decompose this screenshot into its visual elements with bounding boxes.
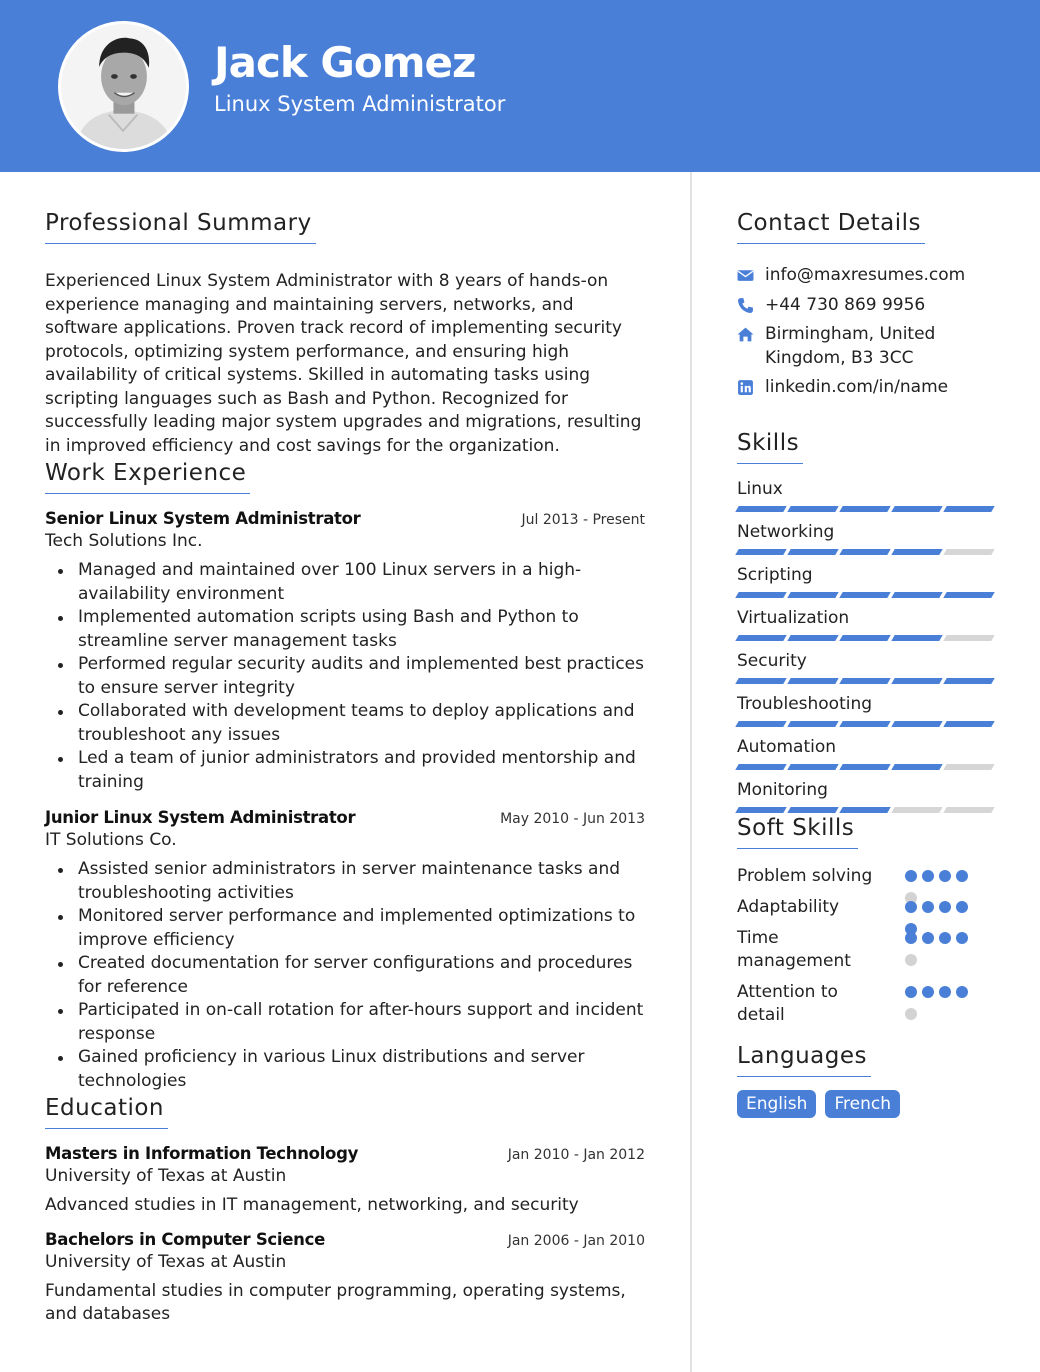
skill-level-segment	[943, 592, 994, 598]
job-company: Tech Solutions Inc.	[45, 531, 203, 551]
soft-skill-name: Time management	[737, 927, 851, 971]
header-banner	[0, 0, 1040, 172]
linkedin-icon	[737, 376, 765, 396]
list-item: Assisted senior administrators in server maintenance tasks and troubleshooting activities	[78, 858, 645, 905]
skill-level-segment	[735, 635, 786, 641]
level-dot	[905, 901, 917, 913]
skill-level-segment	[943, 678, 994, 684]
skill-level-segment	[787, 807, 838, 813]
skill-level-segment	[839, 549, 890, 555]
level-dot	[956, 901, 968, 913]
soft-skill-level-dots	[905, 981, 977, 1020]
home-icon	[737, 323, 765, 343]
soft-skill-name: Problem solving	[737, 865, 873, 886]
skill-level-segment	[787, 635, 838, 641]
skill-level-segment	[787, 764, 838, 770]
skill-level-segment	[839, 807, 890, 813]
skill-level-bar	[737, 678, 993, 684]
skill-item	[737, 737, 997, 780]
job-entry	[45, 808, 645, 1093]
skill-level-segment	[943, 549, 994, 555]
skill-level-bar	[737, 592, 993, 598]
level-dot	[956, 932, 968, 944]
summary-text: Experienced Linux System Administrator with 8 years of hands-on experience managing and maintaining servers, networks, and software applications. Proven track record of implementing security protocols, optimizing system performance, and ensuring high availability of critical systems. Skilled in automating tasks using scripting languages such as Bash and Python. Recognized for successfully leading major system upgrades and migrations, resulting in improved efficiency and cost savings for the organization.	[45, 271, 642, 456]
school-name: University of Texas at Austin	[45, 1166, 287, 1186]
skill-level-segment	[839, 635, 890, 641]
skill-level-segment	[891, 678, 942, 684]
contact-phone	[737, 294, 997, 318]
summary-heading: Professional Summary	[45, 210, 316, 244]
candidate-title: Linux System Administrator	[214, 92, 506, 116]
job-company: IT Solutions Co.	[45, 830, 177, 850]
education-date: Jan 2006 - Jan 2010	[507, 1232, 645, 1249]
soft-skill-item	[737, 865, 997, 896]
skill-level-segment	[787, 549, 838, 555]
list-item: Managed and maintained over 100 Linux servers in a high-availability environment	[78, 559, 645, 606]
skill-item	[737, 780, 997, 823]
skill-item	[737, 522, 997, 565]
sidebar-column	[737, 210, 997, 1118]
soft-skills-section	[737, 815, 997, 1035]
list-item: Participated in on-call rotation for after-hours support and incident response	[78, 999, 645, 1046]
contact-address	[737, 323, 997, 370]
skill-level-segment	[735, 807, 786, 813]
list-item: Performed regular security audits and implemented best practices to ensure server integrity	[78, 653, 645, 700]
level-dot	[922, 986, 934, 998]
skill-level-segment	[735, 678, 786, 684]
list-item: Monitored server performance and implemented optimizations to improve efficiency	[78, 905, 645, 952]
skills-section	[737, 430, 997, 823]
avatar	[58, 21, 189, 152]
level-dot	[956, 870, 968, 882]
skill-level-segment	[839, 506, 890, 512]
skill-item	[737, 479, 997, 522]
skill-level-segment	[735, 764, 786, 770]
skill-level-bar	[737, 635, 993, 641]
job-title: Junior Linux System Administrator	[45, 808, 356, 827]
skill-name: Virtualization	[737, 607, 850, 628]
degree-title: Masters in Information Technology	[45, 1144, 359, 1163]
soft-skills-heading: Soft Skills	[737, 815, 858, 849]
skill-level-segment	[839, 678, 890, 684]
skill-level-segment	[891, 807, 942, 813]
skills-heading: Skills	[737, 430, 803, 464]
address-text: Birmingham, United Kingdom, B3 3CC	[765, 324, 936, 368]
envelope-icon	[737, 264, 765, 284]
skill-level-bar	[737, 549, 993, 555]
skill-name: Security	[737, 650, 807, 671]
education-description: Fundamental studies in computer programming, operating systems, and databases	[45, 1280, 626, 1324]
skill-level-segment	[735, 592, 786, 598]
level-dot	[939, 901, 951, 913]
contact-email	[737, 264, 997, 288]
languages-heading: Languages	[737, 1043, 871, 1077]
languages-section	[737, 1043, 997, 1118]
skill-name: Linux	[737, 478, 783, 499]
skill-item	[737, 651, 997, 694]
phone-icon	[737, 294, 765, 314]
skill-level-segment	[943, 807, 994, 813]
list-item: Collaborated with development teams to deploy applications and troubleshoot any issues	[78, 700, 645, 747]
job-date: May 2010 - Jun 2013	[500, 811, 645, 827]
education-description: Advanced studies in IT management, networking, and security	[45, 1195, 579, 1215]
skill-name: Scripting	[737, 564, 813, 585]
skill-level-segment	[735, 506, 786, 512]
skill-level-segment	[839, 764, 890, 770]
level-dot	[956, 986, 968, 998]
degree-title: Bachelors in Computer Science	[45, 1229, 325, 1249]
skill-level-segment	[943, 764, 994, 770]
soft-skills-list	[737, 865, 997, 1035]
level-dot	[939, 986, 951, 998]
list-item: Led a team of junior administrators and provided mentorship and training	[78, 747, 645, 794]
skill-level-segment	[891, 549, 942, 555]
main-column	[45, 210, 645, 1327]
education-heading: Education	[45, 1095, 168, 1129]
soft-skill-level-dots	[905, 927, 977, 966]
list-item: Created documentation for server configurations and procedures for reference	[78, 952, 645, 999]
education-date: Jan 2010 - Jan 2012	[507, 1147, 645, 1163]
skill-level-bar	[737, 764, 993, 770]
skill-level-segment	[891, 764, 942, 770]
skill-level-segment	[839, 721, 890, 727]
skills-list	[737, 479, 997, 823]
list-item: Gained proficiency in various Linux distributions and server technologies	[78, 1046, 645, 1093]
soft-skill-name: Adaptability	[737, 896, 840, 917]
phone-text[interactable]: +44 730 869 9956	[765, 294, 926, 315]
level-dot	[905, 932, 917, 944]
job-entry	[45, 509, 645, 794]
skill-level-segment	[943, 635, 994, 641]
skill-level-segment	[787, 506, 838, 512]
skill-level-segment	[787, 678, 838, 684]
soft-skill-item	[737, 981, 997, 1035]
contact-heading: Contact Details	[737, 210, 925, 244]
soft-skill-item	[737, 927, 997, 981]
skill-level-segment	[891, 721, 942, 727]
skill-name: Automation	[737, 736, 837, 757]
skill-level-segment	[891, 635, 942, 641]
contact-section	[737, 210, 997, 400]
level-dot	[922, 901, 934, 913]
job-title: Senior Linux System Administrator	[45, 509, 361, 528]
level-dot	[905, 1008, 917, 1020]
languages-list	[737, 1090, 997, 1118]
column-divider	[690, 172, 692, 1372]
soft-skill-item	[737, 896, 997, 927]
skill-level-segment	[943, 721, 994, 727]
skill-level-bar	[737, 506, 993, 512]
skill-item	[737, 565, 997, 608]
candidate-name: Jack Gomez	[214, 38, 476, 87]
skill-level-segment	[787, 721, 838, 727]
linkedin-text[interactable]: linkedin.com/in/name	[765, 377, 949, 397]
skill-level-segment	[787, 592, 838, 598]
skill-level-segment	[891, 592, 942, 598]
list-item: Implemented automation scripts using Bash and Python to streamline server management tasks	[78, 606, 645, 653]
level-dot	[922, 932, 934, 944]
summary-section	[45, 210, 645, 458]
skill-name: Networking	[737, 521, 835, 542]
skill-name: Troubleshooting	[737, 693, 873, 714]
skill-level-segment	[735, 549, 786, 555]
level-dot	[905, 986, 917, 998]
job-bullets	[45, 559, 645, 794]
skill-level-segment	[839, 592, 890, 598]
skill-item	[737, 694, 997, 737]
job-date: Jul 2013 - Present	[521, 512, 645, 528]
level-dot	[939, 932, 951, 944]
skill-level-segment	[891, 506, 942, 512]
education-section	[45, 1095, 645, 1327]
profile-photo	[61, 24, 186, 149]
job-bullets	[45, 858, 645, 1093]
education-entry	[45, 1144, 645, 1218]
skill-level-segment	[943, 506, 994, 512]
school-name: University of Texas at Austin	[45, 1251, 287, 1272]
email-text[interactable]: info@maxresumes.com	[765, 265, 966, 285]
level-dot	[922, 870, 934, 882]
level-dot	[905, 870, 917, 882]
language-badge: French	[825, 1090, 900, 1118]
skill-name: Monitoring	[737, 779, 828, 800]
skill-level-segment	[735, 721, 786, 727]
level-dot	[939, 870, 951, 882]
soft-skill-name: Attention to detail	[737, 981, 838, 1025]
language-badge: English	[737, 1090, 816, 1118]
level-dot	[905, 954, 917, 966]
contact-linkedin	[737, 376, 997, 400]
education-entry	[45, 1230, 645, 1327]
skill-item	[737, 608, 997, 651]
skill-level-bar	[737, 721, 993, 727]
experience-heading: Work Experience	[45, 460, 250, 494]
experience-section	[45, 460, 645, 1093]
skill-level-bar	[737, 807, 993, 813]
